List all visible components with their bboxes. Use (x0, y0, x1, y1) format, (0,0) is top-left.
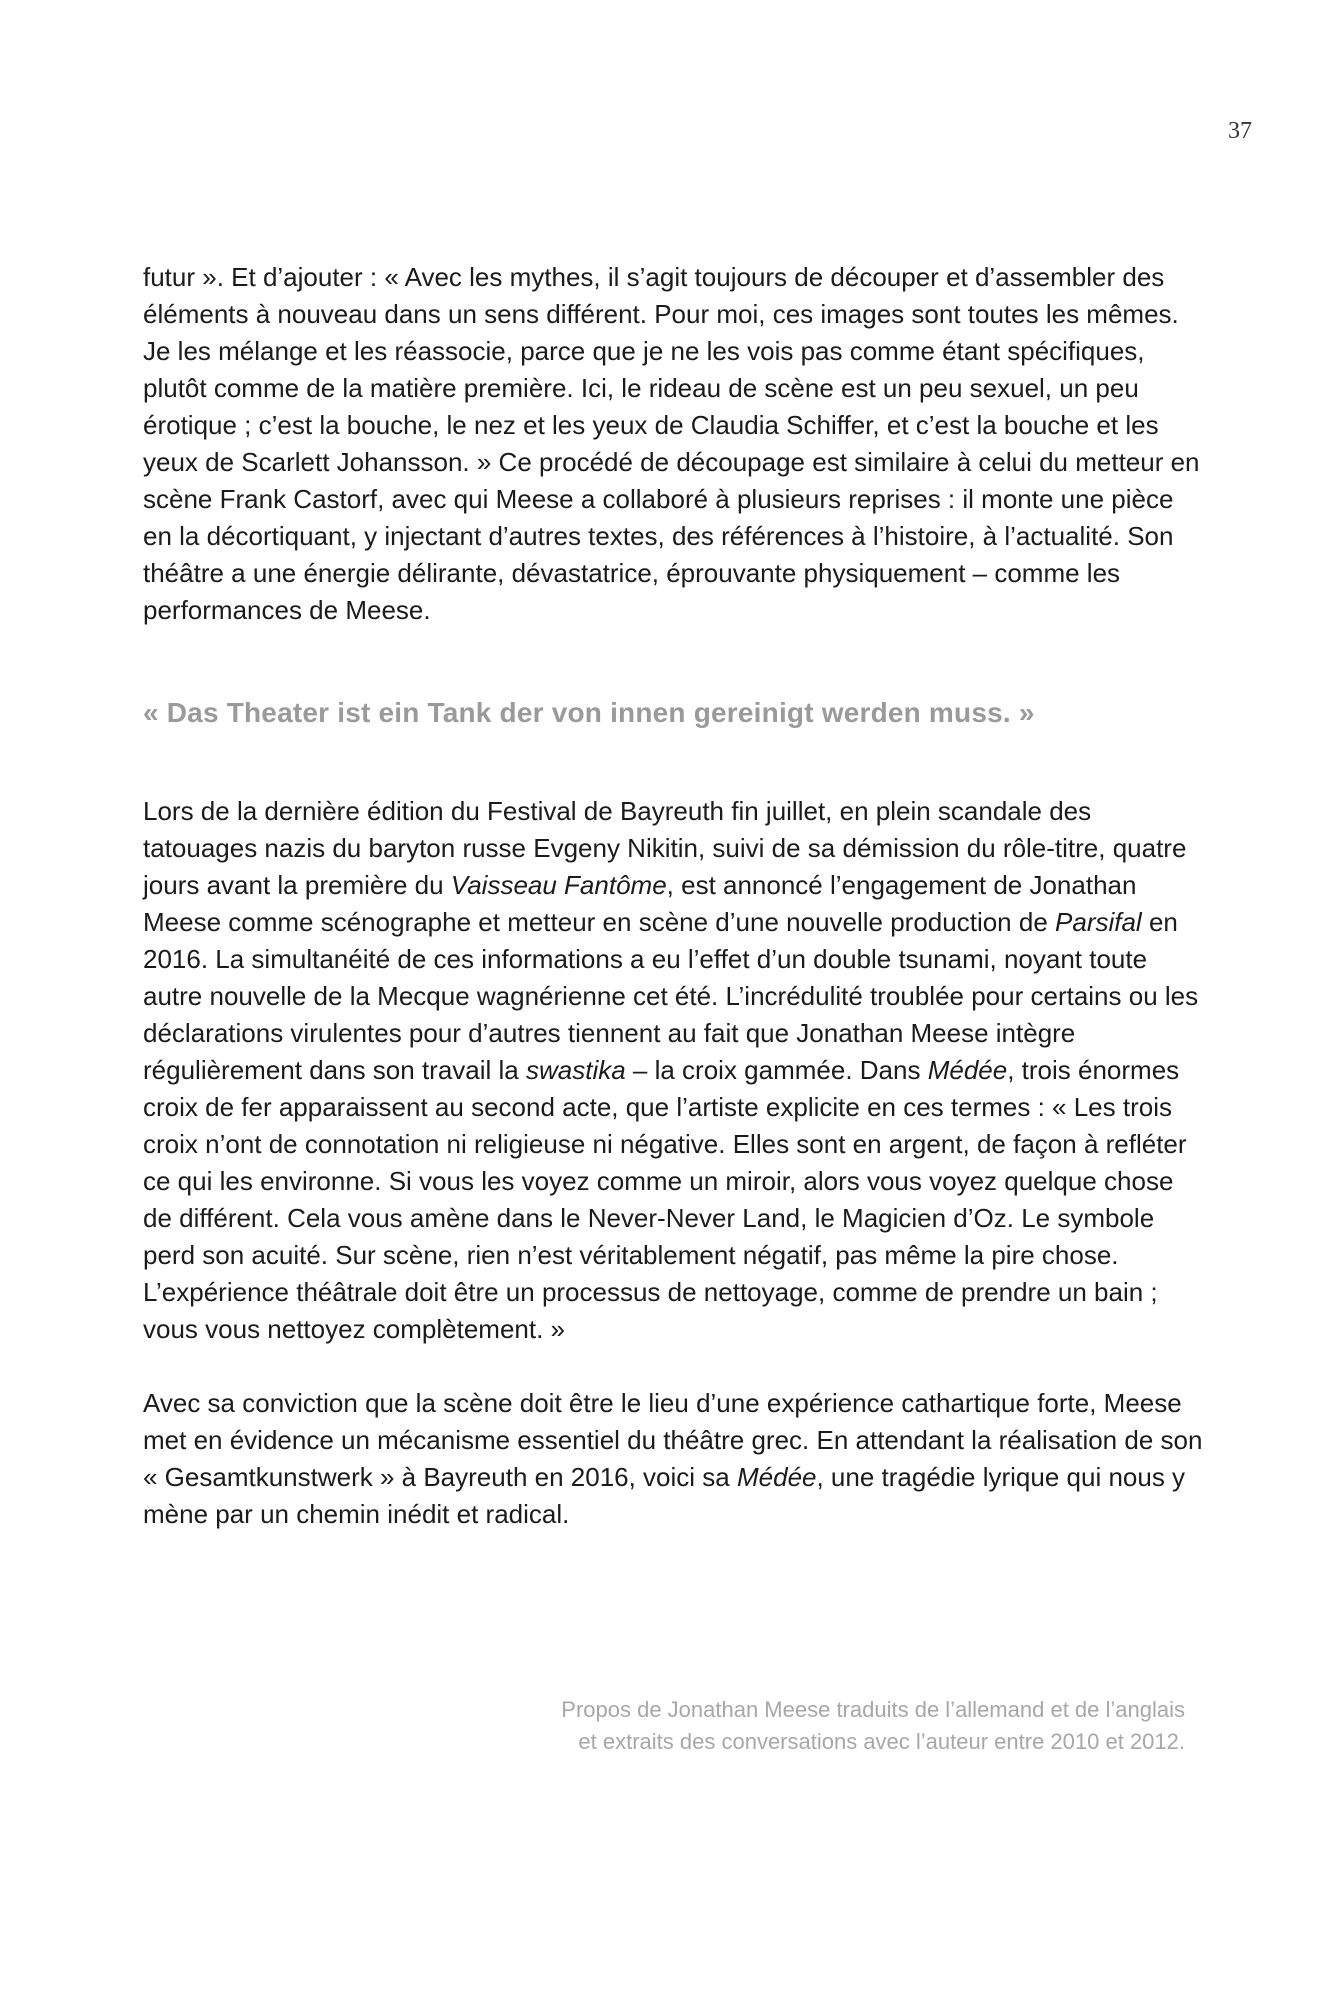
credit-line-2: et extraits des conversations avec l’auteur entre 2010 et 2012. (578, 1729, 1185, 1754)
page-number: 37 (1228, 118, 1252, 144)
paragraph-2 (143, 793, 1203, 1348)
paragraph-2-text: en 2016. La simultanéité de ces informations a eu l’effet d’un double tsunami, noyant toute autre nouvelle de la Mecque wagnérienne cet été. L’incrédulité troublée pour certains ou les déclarations virulentes pour d’autres tiennent au fait que Jonathan Meese intègre régulièrement dans son travail la (143, 907, 1199, 1085)
title-vaisseau-fantome: Vaisseau Fantôme (450, 870, 667, 900)
paragraph-2-text: Lors de la dernière édition du Festival de Bayreuth fin juillet, en plein scandale des tatouages nazis du baryton russe Evgeny Nikitin, suivi de sa démission du rôle-titre, quatre jours avant la première du (143, 796, 1187, 900)
paragraph-3-text: , une tragédie lyrique qui nous y mène par un chemin inédit et radical. (143, 1462, 1186, 1529)
term-swastika: swastika (525, 1055, 626, 1085)
title-medee: Médée (736, 1462, 817, 1492)
credit-line-1: Propos de Jonathan Meese traduits de l’allemand et de l’anglais (561, 1697, 1185, 1722)
source-credit (561, 1694, 1185, 1758)
paragraph-2-text: – la croix gammée. Dans (625, 1055, 928, 1085)
paragraph-2-text: , trois énormes croix de fer apparaissent au second acte, que l’artiste explicite en ces termes : « Les trois croix n’ont de connotation ni religieuse ni négative. Elles sont en argent, de façon à refléter ce qui les environne. Si vous les voyez comme un miroir, alors vous voyez quelque chose de différent. Cela vous amène dans le Never-Never Land, le Magicien d’Oz. Le symbole perd son acuité. Sur scène, rien n’est véritablement négatif, pas même la pire chose. L’expérience théâtrale doit être un processus de nettoyage, comme de prendre un bain ; vous vous nettoyez complètement. » (143, 1055, 1187, 1344)
title-parsifal: Parsifal (1055, 907, 1142, 937)
title-medee: Médée (927, 1055, 1008, 1085)
pull-quote: « Das Theater ist ein Tank der von innen gereinigt werden muss. » (143, 697, 1035, 728)
paragraph-3 (143, 1385, 1203, 1533)
paragraph-3-text: Avec sa conviction que la scène doit être le lieu d’une expérience cathartique forte, Meese met en évidence un mécanisme essentiel du théâtre grec. En attendant la réalisation de son « Gesamtkunstwerk » à Bayreuth en 2016, voici sa (143, 1388, 1203, 1492)
paragraph-2-text: , est annoncé l’engagement de Jonathan Meese comme scénographe et metteur en scène d’une nouvelle production de (143, 870, 1137, 937)
article-body (143, 259, 1203, 1533)
paragraph-1: futur ». Et d’ajouter : « Avec les mythes, il s’agit toujours de découper et d’assembler des éléments à nouveau dans un sens différent. Pour moi, ces images sont toutes les mêmes. Je les mélange et les réassocie, parce que je ne les vois pas comme étant spécifiques, plutôt comme de la matière première. Ici, le rideau de scène est un peu sexuel, un peu érotique ; c’est la bouche, le nez et les yeux de Claudia Schiffer, et c’est la bouche et les yeux de Scarlett Johansson. » Ce procédé de découpage est similaire à celui du metteur en scène Frank Castorf, avec qui Meese a collaboré à plusieurs reprises : il monte une pièce en la décortiquant, y injectant d’autres textes, des références à l’histoire, à l’actualité. Son théâtre a une énergie délirante, dévastatrice, éprouvante physiquement – comme les performances de Meese. (143, 262, 1200, 625)
